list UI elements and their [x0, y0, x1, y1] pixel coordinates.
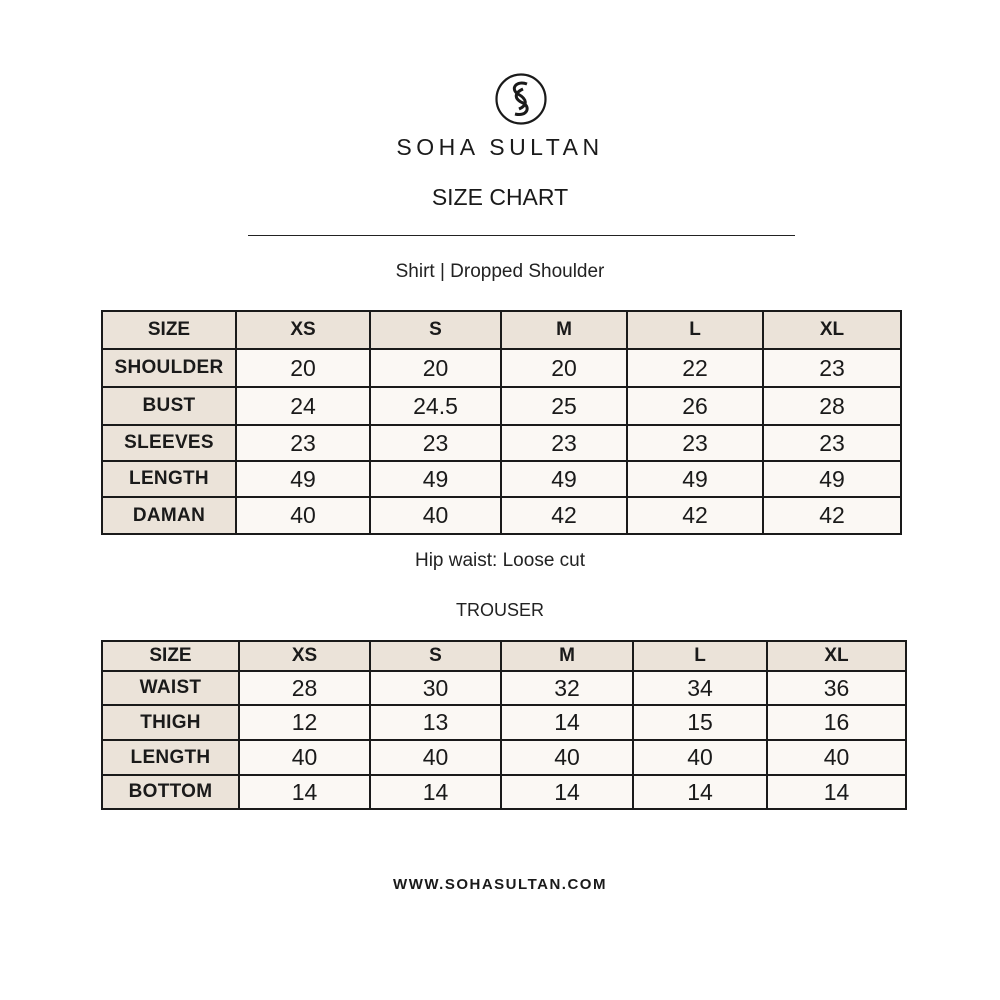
table-row	[102, 671, 906, 705]
measurement-label: BUST	[102, 387, 236, 425]
size-header-cell: SIZE	[102, 311, 236, 349]
measurement-value: 40	[501, 740, 633, 775]
size-column-header: S	[370, 311, 501, 349]
measurement-value: 40	[370, 740, 501, 775]
measurement-value: 40	[633, 740, 767, 775]
measurement-value: 40	[370, 497, 501, 534]
trouser-caption: TROUSER	[455, 600, 544, 620]
measurement-value: 22	[627, 349, 763, 387]
measurement-value: 23	[370, 425, 501, 461]
size-column-header: XL	[763, 311, 901, 349]
measurement-value: 30	[370, 671, 501, 705]
measurement-value: 24.5	[370, 387, 501, 425]
table-row	[102, 349, 901, 387]
measurement-label: DAMAN	[102, 497, 236, 534]
size-column-header: XS	[236, 311, 370, 349]
page-title: SIZE CHART	[431, 184, 569, 210]
measurement-value: 20	[236, 349, 370, 387]
measurement-value: 49	[627, 461, 763, 497]
measurement-value: 23	[501, 425, 627, 461]
shirt-size-table	[101, 310, 902, 535]
size-column-header: M	[501, 311, 627, 349]
measurement-value: 14	[239, 775, 370, 809]
brand-name: SOHA SULTAN	[396, 134, 604, 160]
size-column-header: L	[627, 311, 763, 349]
size-column-header: M	[501, 641, 633, 671]
shirt-fit-note: Hip waist: Loose cut	[414, 550, 586, 571]
measurement-value: 26	[627, 387, 763, 425]
measurement-value: 23	[763, 425, 901, 461]
measurement-value: 42	[627, 497, 763, 534]
measurement-value: 25	[501, 387, 627, 425]
measurement-value: 42	[763, 497, 901, 534]
measurement-value: 32	[501, 671, 633, 705]
measurement-value: 23	[236, 425, 370, 461]
measurement-value: 49	[763, 461, 901, 497]
measurement-value: 14	[501, 775, 633, 809]
measurement-value: 16	[767, 705, 906, 740]
measurement-value: 20	[370, 349, 501, 387]
measurement-value: 15	[633, 705, 767, 740]
measurement-value: 14	[767, 775, 906, 809]
measurement-label: SLEEVES	[102, 425, 236, 461]
measurement-label: LENGTH	[102, 461, 236, 497]
measurement-value: 14	[370, 775, 501, 809]
measurement-value: 24	[236, 387, 370, 425]
measurement-label: WAIST	[102, 671, 239, 705]
measurement-value: 49	[236, 461, 370, 497]
measurement-value: 40	[239, 740, 370, 775]
measurement-value: 36	[767, 671, 906, 705]
table-row	[102, 705, 906, 740]
header-row	[102, 311, 901, 349]
size-column-header: XS	[239, 641, 370, 671]
measurement-value: 28	[239, 671, 370, 705]
measurement-value: 34	[633, 671, 767, 705]
measurement-value: 42	[501, 497, 627, 534]
measurement-value: 49	[501, 461, 627, 497]
size-header-cell: SIZE	[102, 641, 239, 671]
measurement-value: 49	[370, 461, 501, 497]
shirt-caption: Shirt | Dropped Shoulder	[395, 261, 605, 282]
measurement-value: 14	[501, 705, 633, 740]
measurement-value: 40	[767, 740, 906, 775]
size-column-header: L	[633, 641, 767, 671]
website-url: WWW.SOHASULTAN.COM	[393, 876, 607, 893]
title-divider	[248, 235, 795, 236]
table-row	[102, 425, 901, 461]
measurement-value: 13	[370, 705, 501, 740]
measurement-value: 40	[236, 497, 370, 534]
measurement-label: LENGTH	[102, 740, 239, 775]
measurement-value: 14	[633, 775, 767, 809]
table-row	[102, 387, 901, 425]
measurement-value: 23	[627, 425, 763, 461]
ss-monogram-icon	[494, 72, 548, 126]
size-column-header: XL	[767, 641, 906, 671]
measurement-label: BOTTOM	[102, 775, 239, 809]
measurement-value: 28	[763, 387, 901, 425]
table-row	[102, 775, 906, 809]
measurement-value: 12	[239, 705, 370, 740]
measurement-label: THIGH	[102, 705, 239, 740]
size-column-header: S	[370, 641, 501, 671]
header-row	[102, 641, 906, 671]
measurement-value: 23	[763, 349, 901, 387]
table-row	[102, 461, 901, 497]
measurement-label: SHOULDER	[102, 349, 236, 387]
measurement-value: 20	[501, 349, 627, 387]
trouser-size-table	[101, 640, 907, 810]
table-row	[102, 497, 901, 534]
table-row	[102, 740, 906, 775]
